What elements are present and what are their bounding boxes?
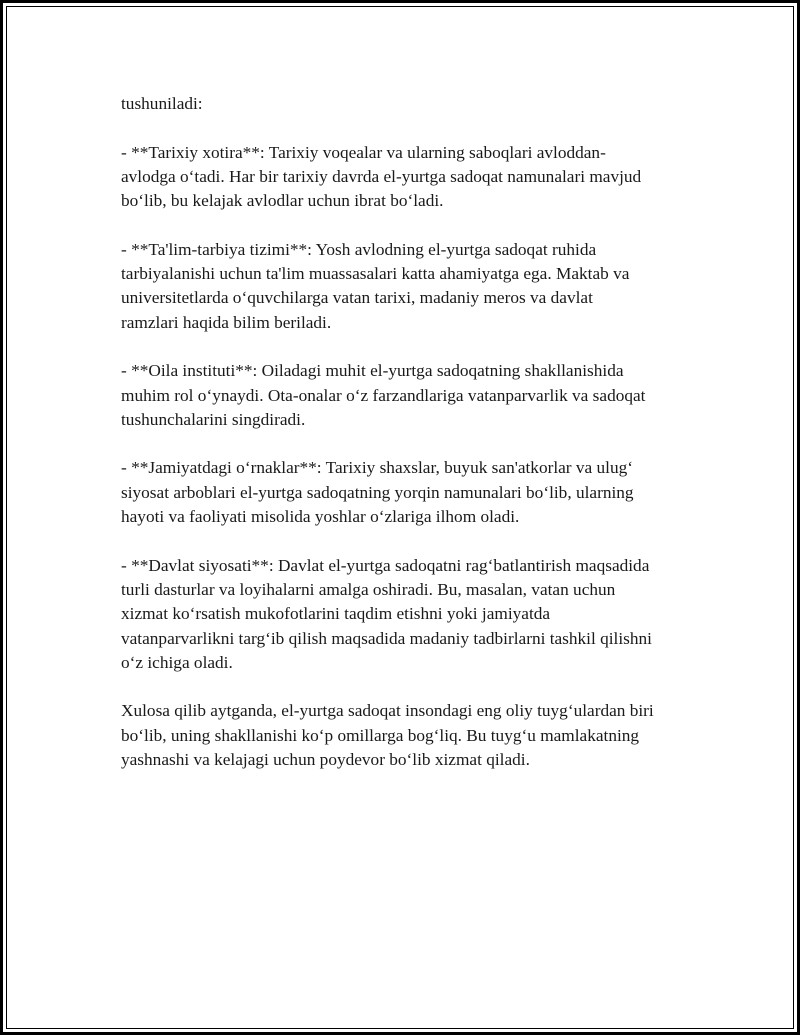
paragraph-talim-tarbiya: - **Ta'lim-tarbiya tizimi**: Yosh avlodning el-yurtga sadoqat ruhida tarbiyalanishi uchun ta'lim muassasalari katta ahamiyatga ega. Maktab va universitetlarda o‘quvchilarga vatan tarixi, madaniy meros va davlat ramzlari haqida bilim beriladi. bbox=[121, 239, 630, 332]
paragraph-jamiyatdagi-ornaklar: - **Jamiyatdagi o‘rnaklar**: Tarixiy shaxslar, buyuk san'atkorlar va ulug‘ siyosat arboblari el-yurtga sadoqatning yorqin namunalari bo‘lib, ularning hayoti va faoliyati misolida yoshlar o‘zlariga ilhom oladi. bbox=[121, 458, 634, 527]
paragraph-davlat-siyosati: - **Davlat siyosati**: Davlat el-yurtga sadoqatni rag‘batlantirish maqsadida turli dasturlar va loyihalarni amalga oshiradi. Bu, masalan, vatan uchun xizmat ko‘rsatish mukofotlarini taqdim etishni yoki jamiyatda vatanparvarlikni targ‘ib qilish maqsadida madaniy tadbirlarni tashkil qilishni o‘z ichiga oladi. bbox=[121, 555, 652, 672]
paragraph-intro: tushuniladi: bbox=[121, 94, 203, 113]
document-body bbox=[121, 92, 701, 797]
paragraph-tarixiy-xotira: - **Tarixiy xotira**: Tarixiy voqealar va ularning saboqlari avloddan- avlodga o‘tadi. Har bir tarixiy davrda el-yurtga sadoqat namunalari mavjud bo‘lib, bu kelajak avlodlar uchun ibrat bo‘ladi. bbox=[121, 142, 642, 211]
paragraph-xulosa: Xulosa qilib aytganda, el-yurtga sadoqat insondagi eng oliy tuyg‘ulardan biri bo‘lib, uning shakllanishi ko‘p omillarga bog‘liq. Bu tuyg‘u mamlakatning yashnashi va kelajagi uchun poydevor bo‘lib xizmat qiladi. bbox=[121, 701, 654, 770]
paragraph-oila-instituti: - **Oila instituti**: Oiladagi muhit el-yurtga sadoqatning shakllanishida muhim rol o‘ynaydi. Ota-onalar o‘z farzandlariga vatanparvarlik va sadoqat tushunchalarini singdiradi. bbox=[121, 361, 646, 429]
